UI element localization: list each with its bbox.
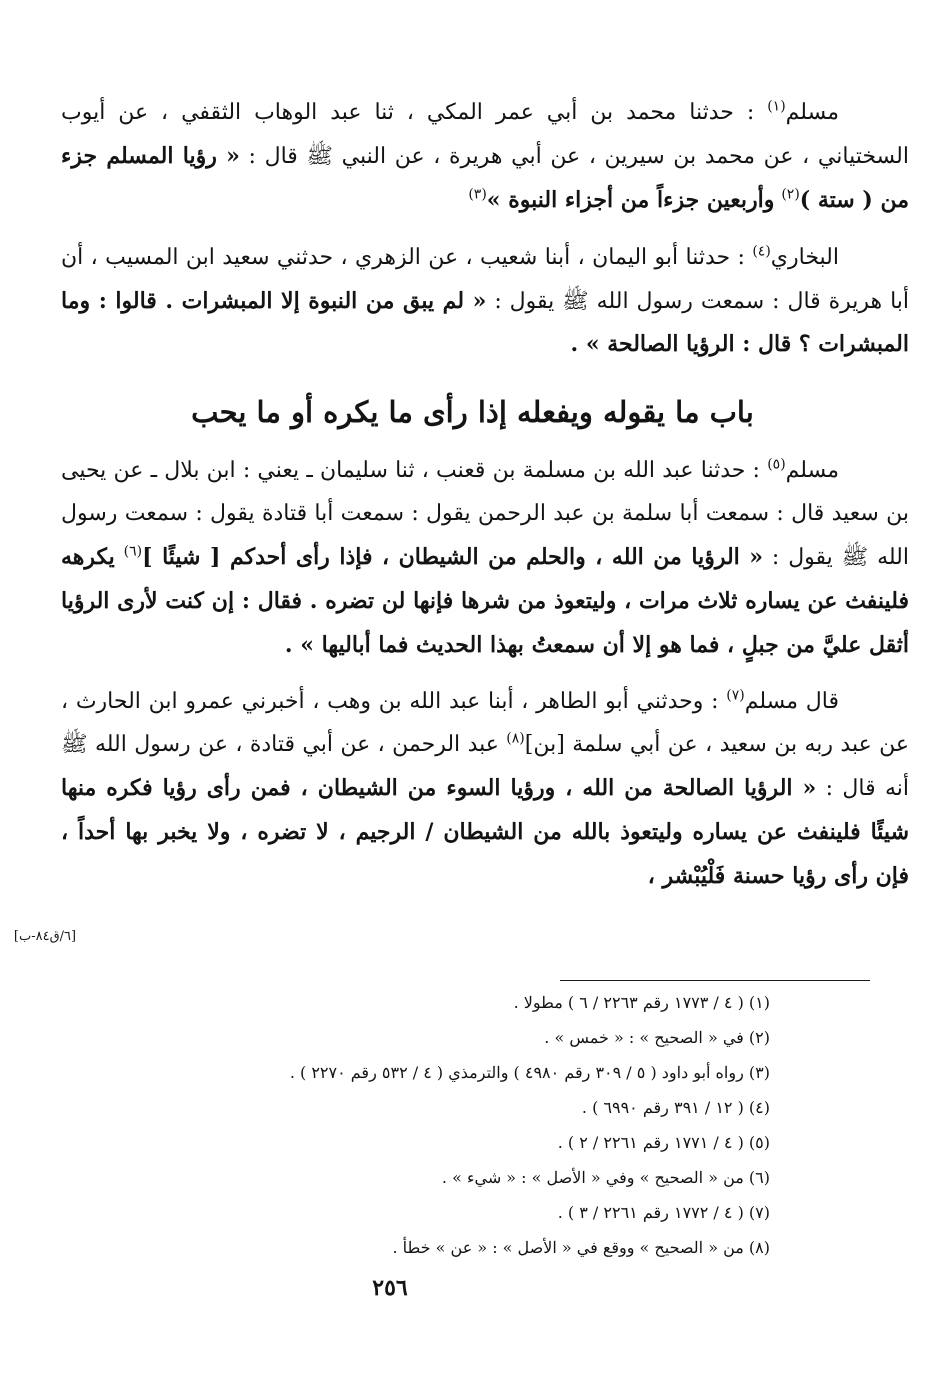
hadith-quote: « الرؤيا الصالحة من الله ، ورؤيا السوء من الشيطان ، فمن رأى رؤيا فكره منها شيئًا فلينفث عن يساره وليتعوذ بالله من الشيطان / الرجيم ، لا تضره ، ولا يخبر بها أحداً ، فإن رأى رؤيا حسنة فَلْيُبْشر ، bbox=[61, 775, 909, 890]
hadith-quote: « رؤيا المسلم جزء من ( ستة ) bbox=[61, 142, 909, 213]
footnote-ref: (٤) bbox=[752, 243, 771, 260]
narrator-lead: قال مسلم bbox=[744, 689, 839, 715]
footnote-ref: (٣) bbox=[468, 186, 487, 203]
hadith-quote: وأربعين جزءاً من أجزاء النبوة » bbox=[486, 186, 775, 213]
footnote-item: (٦) من « الصحيح » وفي « الأصل » : « شيء » . bbox=[441, 1168, 770, 1187]
footnote-ref: (٥) bbox=[767, 456, 786, 473]
chapter-heading: باب ما يقوله ويفعله إذا رأى ما يكره أو ما يحب bbox=[191, 395, 754, 429]
footnote-item: (١) ( ٤ / ١٧٧٣ رقم ٢٢٦٣ / ٦ ) مطولا . bbox=[513, 993, 770, 1012]
paragraph-indent bbox=[839, 689, 909, 714]
footnote-ref: (٢) bbox=[781, 186, 800, 203]
footnotes-list bbox=[30, 985, 770, 1265]
isnad-text: : وحدثني أبو الطاهر ، أبنا عبد الله بن وهب ، أخبرني عمرو ابن الحارث ، عن عبد ربه بن سعيد ، عن أبي سلمة [بن] bbox=[61, 689, 909, 758]
narrator-lead: مسلم bbox=[785, 458, 839, 483]
isnad-text: عبد الرحمن ، عن أبي قتادة ، عن رسول الله ﷺ أنه قال : bbox=[61, 732, 909, 802]
footnote-item: (٥) ( ٤ / ١٧٧١ رقم ٢٢٦١ / ٢ ) . bbox=[557, 1133, 770, 1152]
paragraph-indent bbox=[839, 245, 909, 270]
footnote-item: (٣) رواه أبو داود ( ٥ / ٣٠٩ رقم ٤٩٨٠ ) والترمذي ( ٤ / ٥٣٢ رقم ٢٢٧٠ ) . bbox=[289, 1063, 770, 1082]
paragraph-indent bbox=[839, 100, 909, 125]
footnote-ref: (٨) bbox=[506, 731, 525, 748]
narrator-lead: مسلم bbox=[785, 100, 839, 125]
hadith-quote: يكرهه فلينفث عن يساره ثلاث مرات ، وليتعوذ من شرها فإنها لن تضره . فقال : إن كنت لأرى الرؤيا أثقل عليَّ من جبلٍ ، فما هو إلا أن سمعتُ بهذا الحديث فما أباليها » . bbox=[61, 543, 909, 658]
paragraph-indent bbox=[839, 458, 909, 483]
hadith-quote: « الرؤيا من الله ، والحلم من الشيطان ، فإذا رأى أحدكم [ شيئًا ] bbox=[142, 543, 764, 570]
hadith-paragraph-3 bbox=[61, 450, 909, 667]
footnote-item: (٧) ( ٤ / ١٧٧٢ رقم ٢٢٦١ / ٣ ) . bbox=[557, 1203, 770, 1222]
body-text-upper bbox=[61, 92, 909, 367]
footnote-ref: (٧) bbox=[726, 688, 745, 705]
footnote-ref: (١) bbox=[767, 98, 786, 115]
hadith-paragraph-2 bbox=[61, 237, 909, 368]
footnote-item: (٨) من « الصحيح » ووقع في « الأصل » : « عن » خطأ . bbox=[392, 1238, 770, 1257]
isnad-text: : حدثنا أبو اليمان ، أبنا شعيب ، عن الزهري ، حدثني سعيد ابن المسيب ، أن أبا هريرة قال : سمعت رسول الله ﷺ يقول : bbox=[61, 244, 910, 314]
hadith-quote: « لم يبق من النبوة إلا المبشرات . قالوا : وما المبشرات ؟ قال : الرؤيا الصالحة » . bbox=[61, 287, 909, 358]
page-number: ٢٥٦ bbox=[372, 1275, 408, 1301]
hadith-paragraph-1 bbox=[61, 92, 909, 223]
body-text-lower bbox=[61, 450, 909, 899]
footnote-divider bbox=[560, 980, 870, 981]
footnote-ref: (٦) bbox=[123, 543, 143, 560]
isnad-text: : حدثنا محمد بن أبي عمر المكي ، ثنا عبد الوهاب الثقفي ، عن أيوب السختياني ، عن محمد بن سيرين ، عن أبي هريرة ، عن النبي ﷺ قال : bbox=[61, 100, 909, 169]
hadith-paragraph-4 bbox=[61, 681, 909, 898]
manuscript-folio-marker: [٦/ق٨٤-ب] bbox=[13, 929, 77, 944]
footnote-item: (٢) في « الصحيح » : « خمس » . bbox=[544, 1028, 770, 1047]
footnote-item: (٤) ( ١٢ / ٣٩١ رقم ٦٩٩٠ ) . bbox=[581, 1098, 770, 1117]
isnad-text: : حدثنا عبد الله بن مسلمة بن قعنب ، ثنا سليمان ـ يعني : ابن بلال ـ عن يحيى بن سعيد قال : سمعت أبا سلمة بن عبد الرحمن يقول : سمعت أبا قتادة يقول : سمعت رسول الله ﷺ يقول : bbox=[61, 458, 909, 570]
narrator-lead: البخاري bbox=[770, 244, 839, 270]
